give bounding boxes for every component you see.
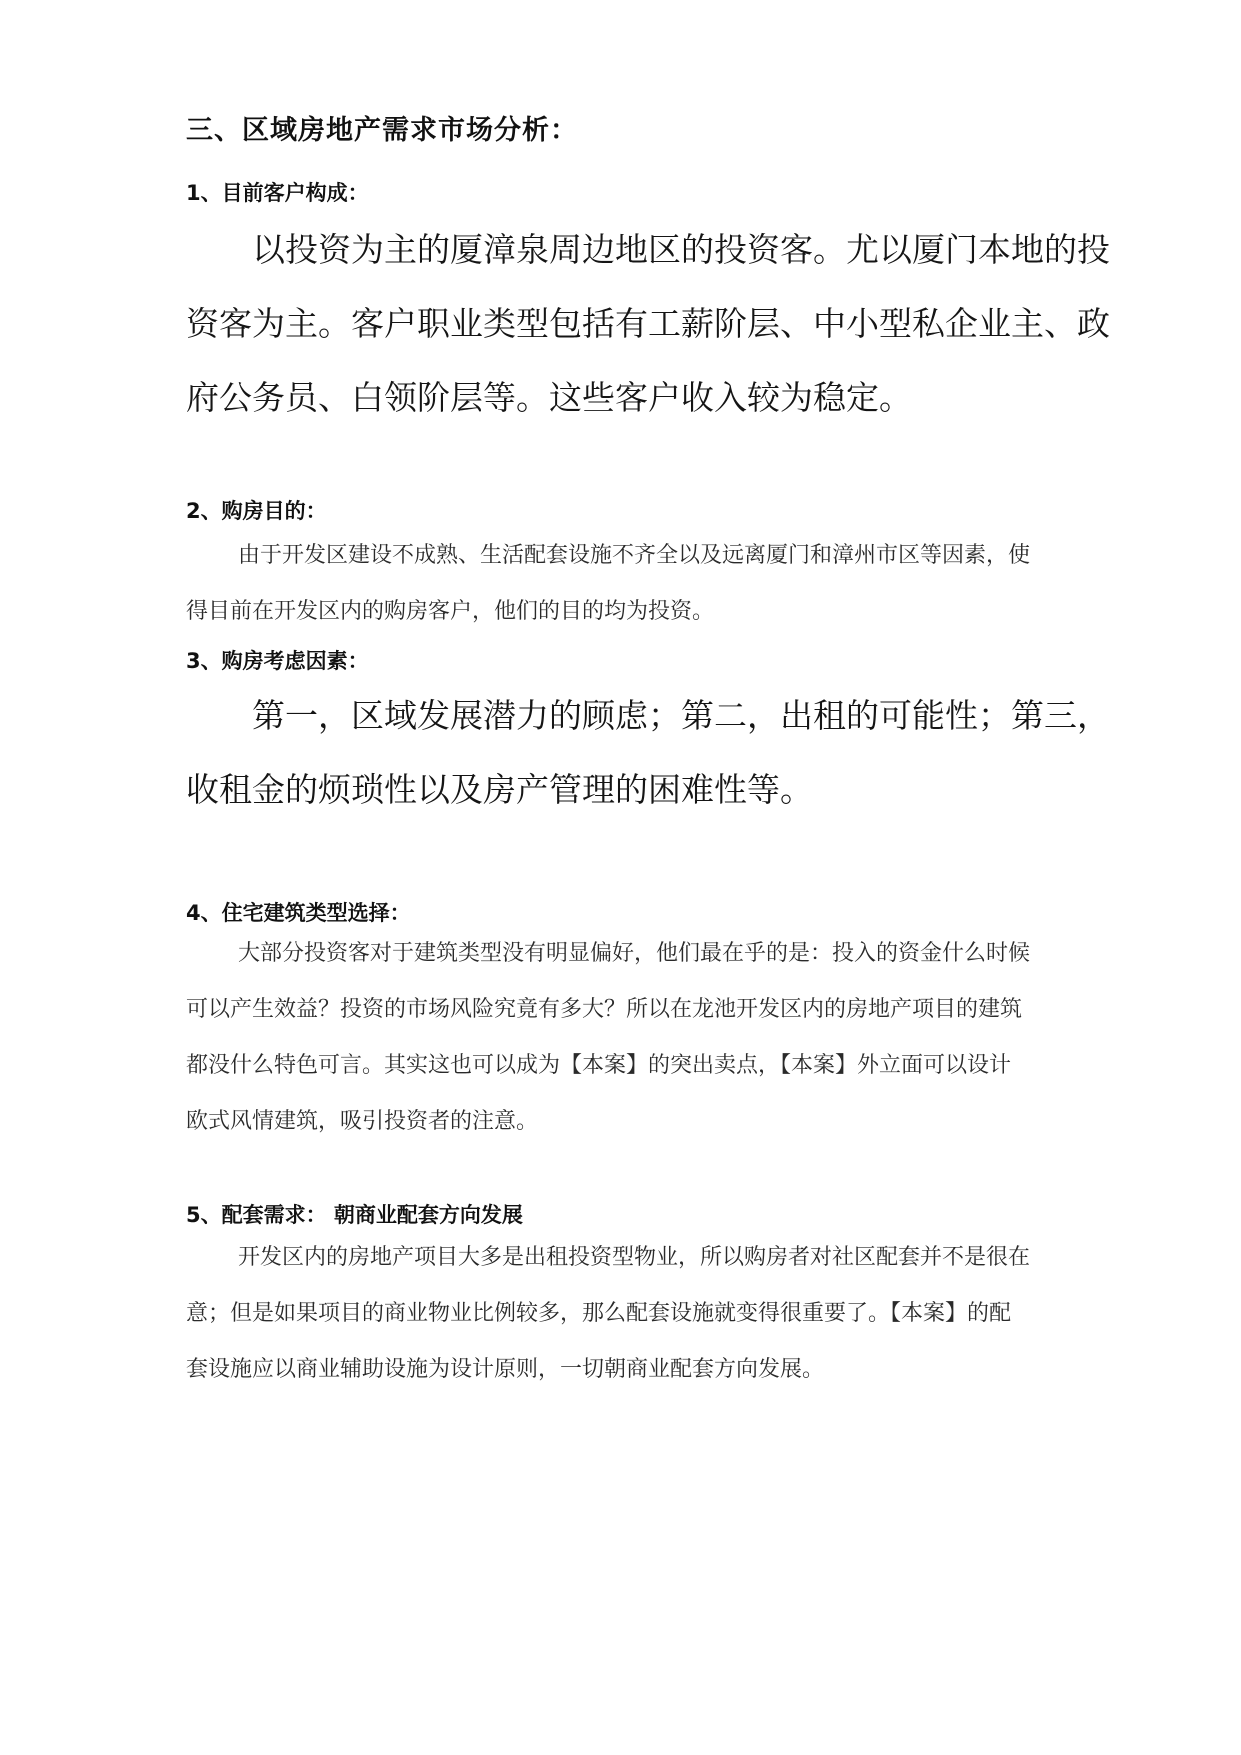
- section-title: 三、区域房地产需求市场分析：: [186, 115, 578, 146]
- item-1-heading: 1、目前客户构成：: [186, 181, 369, 205]
- item-5-heading: 5、配套需求： 朝商业配套方向发展: [186, 1203, 523, 1227]
- item-1-body: 以投资为主的厦漳泉周边地区的投资客。尤以厦门本地的投 资客为主。客户职业类型包括有工薪阶层、中小型私企业主、政 府公务员、白领阶层等。这些客户收入较为稳定。: [186, 230, 1110, 417]
- item-3-heading: 3、购房考虑因素：: [186, 649, 369, 673]
- item-4-body: 大部分投资客对于建筑类型没有明显偏好，他们最在乎的是：投入的资金什么时候 可以产生效益？投资的市场风险究竟有多大？所以在龙池开发区内的房地产项目的建筑 都没什么特色可言。其实这也可以成为【本案】的突出卖点，【本案】外立面可以设计 欧式风情建筑，吸引投资者的注意。: [186, 941, 1031, 1134]
- item-2-heading: 2、购房目的：: [186, 499, 327, 523]
- item-3-body: 第一，区域发展潜力的顾虑；第二，出租的可能性；第三， 收租金的烦琐性以及房产管理的困难性等。: [186, 696, 1110, 809]
- item-4-heading: 4、住宅建筑类型选择：: [186, 901, 411, 925]
- item-5-body: 开发区内的房地产项目大多是出租投资型物业，所以购房者对社区配套并不是很在 意；但是如果项目的商业物业比例较多，那么配套设施就变得很重要了。【本案】的配 套设施应以商业辅助设施为设计原则，一切朝商业配套方向发展。: [186, 1245, 1031, 1382]
- item-2-body: 由于开发区建设不成熟、生活配套设施不齐全以及远离厦门和漳州市区等因素，使 得目前在开发区内的购房客户，他们的目的均为投资。: [186, 543, 1031, 624]
